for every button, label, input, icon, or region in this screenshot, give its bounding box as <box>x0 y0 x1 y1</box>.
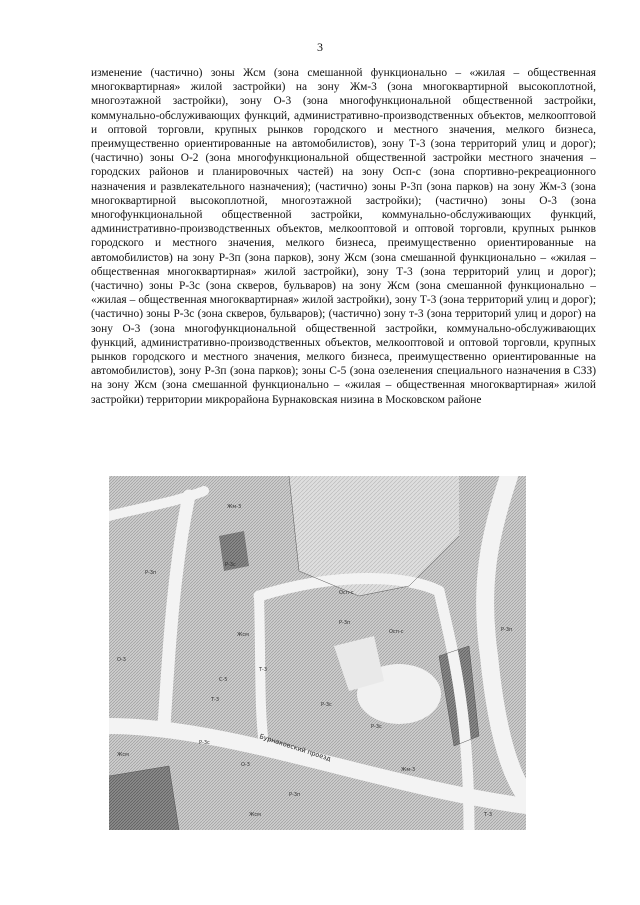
zone-label: Осп-с <box>389 629 404 635</box>
zoning-map <box>109 476 526 830</box>
page-number: 3 <box>317 40 323 54</box>
zone-label: Т-3 <box>259 667 268 673</box>
zone-label: Р-3п <box>289 792 301 798</box>
zone-label: Т-3 <box>484 812 493 818</box>
zone-label: С-5 <box>219 677 228 683</box>
zone-label: Жсм <box>237 632 249 638</box>
zone-label: О-3 <box>241 762 250 768</box>
zone-label: Жсм <box>117 752 129 758</box>
street-label: Бурнаковский проезд <box>258 732 332 763</box>
zone-label: Р-3с <box>371 724 382 730</box>
zone-label: Т-3 <box>211 697 220 703</box>
zone-label: Осп-с <box>339 590 354 596</box>
zone-label: Р-3п <box>501 627 513 633</box>
dark-zone-lower-left <box>109 766 179 830</box>
zone-label: Р-3с <box>199 740 210 746</box>
zone-label: Жм-3 <box>227 504 242 510</box>
zone-label: Р-3с <box>321 702 332 708</box>
zone-label: Жсм <box>249 812 261 818</box>
zone-label: Жм-3 <box>401 767 416 773</box>
body-paragraph: изменение (частично) зоны Жсм (зона смешанной функционально – «жилая – общественная многоквартирная» жилой застройки) на зону Жм-3 (зона многоквартирной высокоплотной, многоэтажной застройки), зону О-3 (зона многофункциональной общественной застройки, коммунально-обслуживающих функций, административно-производственных объектов, мелкооптовой и оптовой торговли, крупных рынков городского и местного значения, мелкого бизнеса, преимущественно ориентированные на автомобилистов), зону Т-3 (зона территорий улиц и дорог); (частично) зоны О-2 (зона многофункциональной общественной застройки местного значения –городских районов и планировочных частей) на зону Осп-с (зона спортивно-рекреационного назначения и развлекательного назначения); (частично) зоны Р-3п (зона парков) на зону Жм-3 (зона многоквартирной высокоплотной, многоэтажной застройки); (частично) зоны О-3 (зона многофункциональной общественной застройки, коммунально-обслуживающих функций, административно-производственных объектов, мелкооптовой и оптовой торговли, крупных рынков городского и местного значения, мелкого бизнеса, преимущественно ориентированные на автомобилистов) на зону Р-3п (зона парков), зону Жсм (зона смешанной функционально – «жилая – общественная многоквартирная» жилой застройки), зону Т-3 (зона территорий улиц и дорог); (частично) зоны Р-3с (зона скверов, бульваров) на зону Жсм (зона смешанной функционально – «жилая – общественная многоквартирная» жилой застройки), зону Т-3 (зона территорий улиц и дорог); (частично) зоны Р-3с (зона скверов, бульваров); (частично) зону т-3 (зона территорий улиц и дорог) на зону О-3 (зона многофункциональной общественной застройки, коммунально-обслуживающих функций, административно-производственных объектов, мелкооптовой и оптовой торговли, крупных рынков городского и местного значения, мелкого бизнеса, преимущественно ориентированные на автомобилистов), зону Р-3п (зона парков); зоны С-5 (зона озеленения специального назначения в СЗЗ) на зону Жсм (зона смешанной функционально – «жилая – общественная многоквартирная» жилой застройки) территории микрорайона Бурнаковская низина в Московском районе <box>91 67 596 406</box>
zone-label: О-3 <box>117 657 126 663</box>
zoning-map-svg <box>109 476 526 830</box>
zone-label: Р-3с <box>225 562 236 568</box>
zone-label: Р-3п <box>339 620 351 626</box>
zone-label: Р-3п <box>145 570 157 576</box>
